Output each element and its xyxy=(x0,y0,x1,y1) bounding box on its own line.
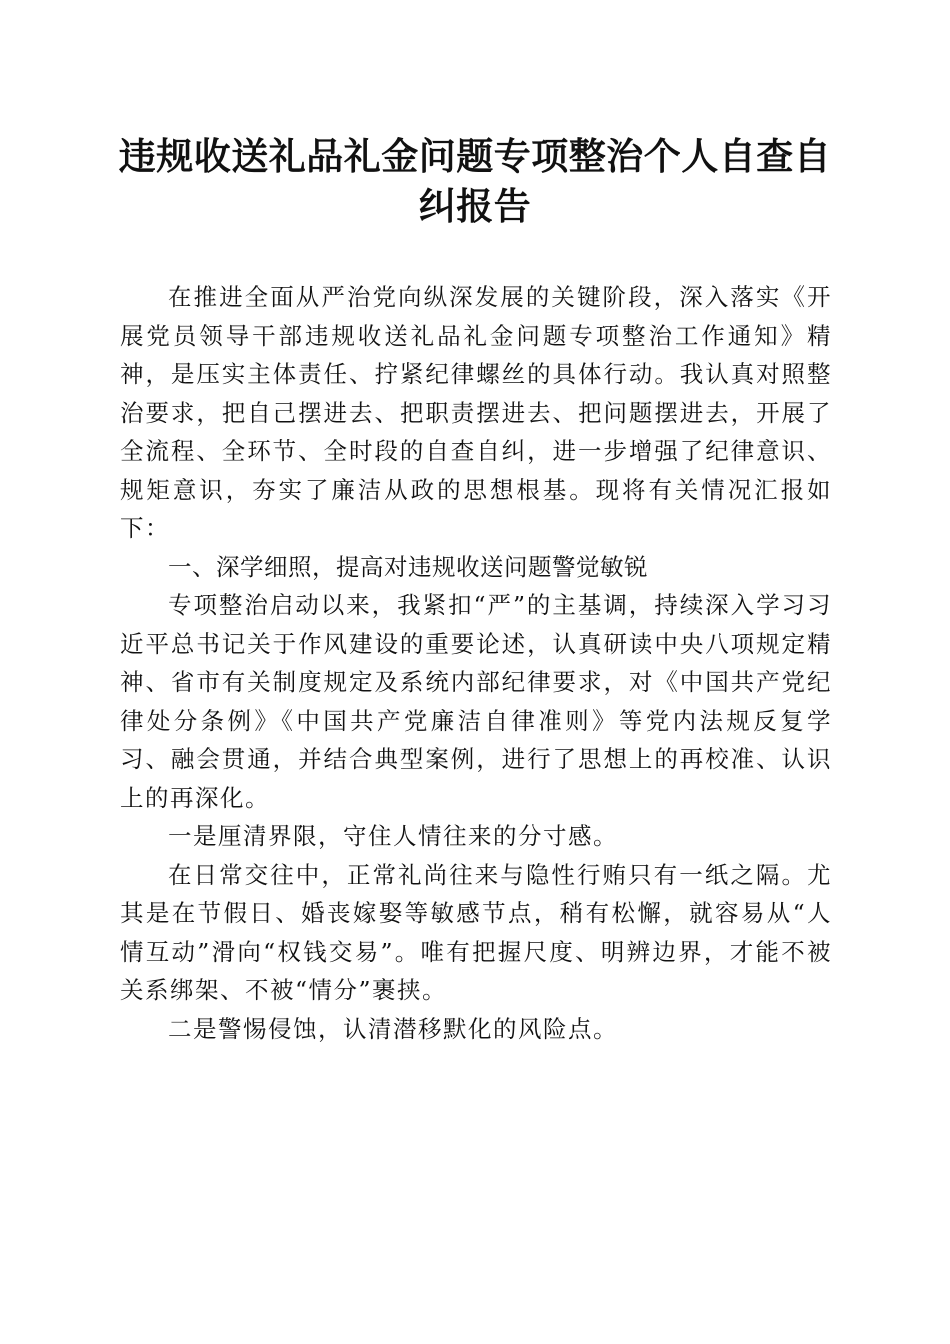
point-2-lead: 二是警惕侵蚀，认清潜移默化的风险点。 xyxy=(168,1014,618,1043)
document-body xyxy=(120,278,832,1048)
document-title: 违规收送礼品礼金问题专项整治个人自查自纠报告 xyxy=(118,135,832,228)
section-heading-1: 一、深学细照，提高对违规收送问题警觉敏锐 xyxy=(168,552,648,581)
intro-paragraph: 在推进全面从严治党向纵深发展的关键阶段，深入落实《开展党员领导干部违规收送礼品礼金问题专项整治工作通知》精神，是压实主体责任、拧紧纪律螺丝的具体行动。我认真对照整治要求，把自己摆进去、把职责摆进去、把问题摆进去，开展了全流程、全环节、全时段的自查自纠，进一步增强了纪律意识、规矩意识，夯实了廉洁从政的思想根基。现将有关情况汇报如下： xyxy=(120,283,832,542)
point-1-lead: 一是厘清界限，守住人情往来的分寸感。 xyxy=(168,822,618,850)
section-1-paragraph: 专项整治启动以来，我紧扣“严”的主基调，持续深入学习习近平总书记关于作风建设的重要论述，认真研读中央八项规定精神、省市有关制度规定及系统内部纪律要求，对《中国共产党纪律处分条例》《中国共产党廉洁自律准则》等党内法规反复学习、融会贯通，并结合典型案例，进行了思想上的再校准、认识上的再深化。 xyxy=(120,591,832,812)
point-1-paragraph: 在日常交往中，正常礼尚往来与隐性行贿只有一纸之隔。尤其是在节假日、婚丧嫁娶等敏感节点，稍有松懈，就容易从“人情互动”滑向“权钱交易”。唯有把握尺度、明辨边界，才能不被关系绑架、不被“情分”裹挟。 xyxy=(120,860,832,1004)
